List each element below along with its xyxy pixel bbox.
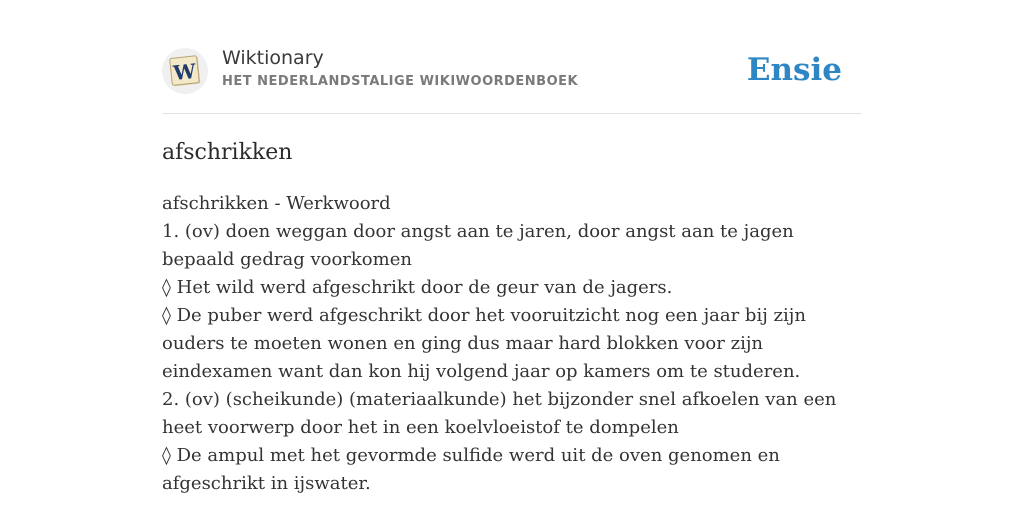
logo-letter: W [172,58,198,86]
definition-2: 2. (ov) (scheikunde) (materiaalkunde) het bijzonder snel afkoelen van een heet voorwerp door het in een koelvloeistof te dompelen [162,389,837,438]
site-header [162,46,862,96]
site-subtitle: HET NEDERLANDSTALIGE WIKIWOORDENBOEK [222,74,579,89]
entry-content [162,190,862,498]
wiktionary-logo[interactable] [162,48,208,94]
example-1: ◊ Het wild werd afgeschrikt door de geur van de jagers. [162,277,673,298]
page-title: afschrikken [162,140,293,165]
definition-1: 1. (ov) doen weggan door angst aan te jaren, door angst aan te jagen bepaald gedrag voorkomen [162,221,794,270]
wiktionary-tile-icon [162,48,208,94]
ensie-brand-logo[interactable]: Ensie [746,52,842,88]
entry-heading: afschrikken - Werkwoord [162,193,391,214]
site-name[interactable]: Wiktionary [222,47,324,69]
header-divider [162,113,862,114]
example-2: ◊ De puber werd afgeschrikt door het vooruitzicht nog een jaar bij zijn ouders te moeten wonen en ging dus maar hard blokken voor zijn eindexamen want dan kon hij volgend jaar op kamers om te studeren. [162,305,806,382]
example-3: ◊ De ampul met het gevormde sulfide werd uit de oven genomen en afgeschrikt in ijswater. [162,445,780,494]
